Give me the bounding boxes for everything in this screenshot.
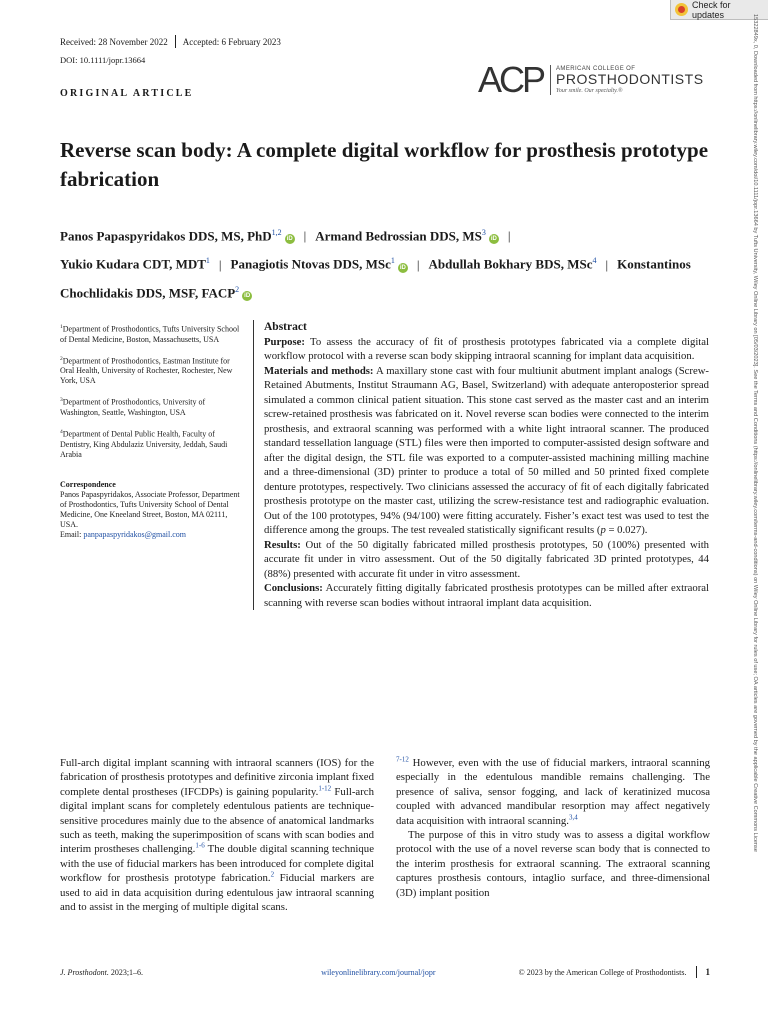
journal-year-pages: 2023;1–6. [108,967,144,977]
acp-logo [478,59,704,100]
accepted-date: Accepted: 6 February 2023 [182,36,281,47]
acp-logo-mark: ACP [478,59,544,100]
abstract [253,320,709,610]
article-type: ORIGINAL ARTICLE [60,88,194,99]
citation-link[interactable]: 1-12 [318,784,332,793]
author-affil-ref[interactable]: 3 [481,228,486,237]
journal-name: J. Prosthodont. [60,967,109,977]
affiliations [60,322,245,540]
author-separator: | [605,256,609,272]
author-affil-ref[interactable]: 1 [390,256,395,266]
logo-tagline: Your smile. Our specialty.® [556,87,623,94]
body-paragraph [396,756,710,828]
citation-link[interactable]: 2 [270,870,275,879]
affiliation-text: Department of Dental Public Health, Faculty of Dentistry, King Abdulaziz University, Jeddah, Saudi Arabia [60,429,228,459]
logo-line-2: PROSTHODONTISTS [556,71,704,88]
purpose-text: To assess the accuracy of fit of prosthesis prototypes fabricated via a complete digital workflow protocol with a reverse scan body skipping intraoral scanning for implant data acquisition. [264,335,709,362]
p-symbol: p [600,524,606,536]
crossmark-icon [675,3,688,16]
footer-divider [696,966,697,978]
author-separator: | [218,256,222,272]
affiliation-number: 4 [60,428,63,435]
author-name[interactable]: Yukio Kudara CDT, MDT [60,256,206,272]
affiliation-item [60,395,245,418]
purpose-label: Purpose: [264,335,305,348]
body-column-right [396,756,710,900]
affiliation-item [60,427,245,460]
correspondence-heading: Correspondence [60,479,116,489]
author-name[interactable]: Panagiotis Ntovas DDS, MSc [230,256,391,272]
affiliation-item [60,322,245,345]
correspondence-email [60,530,245,540]
results-label: Results: [264,538,301,551]
body-text: Full-arch digital implant scanning with intraoral scanners (IOS) for the fabrication of prosthesis prototypes and definitive zirconia implant fixed complete dental prostheses (IFCDPs) is gaining popularity. [60,757,374,798]
author-name[interactable]: Armand Bedrossian DDS, MS [315,228,482,244]
doi[interactable]: DOI: 10.1111/jopr.13664 [60,55,146,65]
affiliation-number: 3 [60,397,63,404]
abstract-results [264,538,709,582]
abstract-purpose [264,335,709,364]
body-paragraph [60,756,374,914]
conclusions-text: Accurately fitting digitally fabricated prosthesis prototypes can be milled after extraoral scanning with reverse scan bodies without intraoral implant data acquisition. [264,582,709,609]
orcid-icon[interactable]: iD [286,236,293,243]
author-list [60,220,720,305]
affiliation-text: Department of Prosthodontics, Eastman Institute for Oral Health, University of Rochester, Rochester, New York, USA [60,356,233,386]
abstract-heading: Abstract [264,321,307,333]
author-affil-ref[interactable]: 2 [235,284,240,294]
abstract-methods [264,364,709,538]
conclusions-label: Conclusions: [264,582,323,594]
author-separator: | [303,228,307,244]
check-for-updates-label: Check for updates [692,0,731,20]
author-affil-ref[interactable]: 1,2 [271,228,282,237]
email-link[interactable]: panpapaspyridakos@gmail.com [83,529,187,539]
citation-link[interactable]: 7-12 [396,755,409,764]
author-affil-ref[interactable]: 4 [592,256,597,266]
body-text: The double digital scanning technique with the use of fiducial markers has been introduced for complete digital workflow for prosthesis prototype fabrication. [60,843,374,885]
methods-text: A maxillary stone cast with four multiunit abutment implant analogs (Screw-Retained Abutments, Institut Straumann AG, Basel, Switzerland) with adequate anteroposterior spread simulated a common clinical patient situation. This stone cast served as the master cast and an interim screw-retained prosthesis was fabricated on it. Novel reverse scan bodies were connected to the interim prosthesis, and extraoral scanning was performed with a white light intraoral scanner. The produced standard tessellation language (STL) files were then imported to computer-assisted design software and after the digital design, the STL file was exported to a computer-assisted machining milling machine and a three-dimensional (3D) printer to produce a total of 50 milled and 50 printed fixed complete denture prototypes, respectively. Two clinicians assessed the accuracy of fit of each digitally fabricated prosthesis prototype on the master cast, utilizing the screw-resistance test and radiographic evaluation. Out of the 100 prototypes, 94% (94/100) were fitting accurately. Fisher’s exact test was used to test the difference among the groups. The test revealed statistically significant results ( [264,364,709,536]
orcid-icon[interactable]: iD [244,292,251,299]
affiliation-text: Department of Prosthodontics, University of Washington, Seattle, Washington, USA [60,397,206,417]
orcid-icon[interactable]: iD [399,264,406,271]
footer-copyright: © 2023 by the American College of Prosthodontists. [518,967,687,977]
email-label: Email: [60,529,84,539]
received-date: Received: 28 November 2022 [60,36,168,47]
footer-url[interactable]: wileyonlinelibrary.com/journal/jopr [321,967,436,977]
date-divider [175,35,176,48]
article-dates [60,35,281,48]
body-text: Full-arch digital implant scans for completely edentulous patients are technique-sensitive procedures mainly due to the absence of anatomical landmarks such as teeth, making the superimposition of scans with scan bodies and interim prostheses challenging. [60,785,374,856]
body-column-left [60,756,374,914]
article-title: Reverse scan body: A complete digital workflow for prosthesis prototype fabrication [60,138,709,191]
author-separator: | [507,228,511,244]
citation-link[interactable]: 1-6 [195,841,205,850]
body-paragraph: The purpose of this in vitro study was to assess a digital workflow protocol with the use of a novel reverse scan body that is connected to the interim prosthesis for extraoral scanning. The extraoral scanning captures prosthesis contours, intaglio surface, and three-dimensional (3D) implant position [396,829,710,899]
logo-divider [550,65,551,95]
author-name[interactable]: Abdullah Bokhary BDS, MSc [428,256,593,272]
author-name[interactable]: Konstantinos Chochlidakis DDS, MSF, FACP [60,256,691,300]
author-name[interactable]: Panos Papaspyridakos DDS, MS, PhD [60,228,272,244]
logo-line-1: AMERICAN COLLEGE OF [556,66,636,73]
author-affil-ref[interactable]: 1 [205,256,210,266]
body-text: Fiducial markers are used to aid in data acquisition during edentulous jaw intraoral scanning and to assist in the merging of multiple digital scans. [60,872,375,914]
abstract-conclusions [264,581,709,610]
footer-right [519,966,710,978]
correspondence-address: Panos Papaspyridakos, Associate Professor, Department of Prosthodontics, Tufts University School of Dental Medicine, One Kneeland Street, Boston, MA 02111, USA. [60,489,240,529]
results-text: Out of the 50 digitally fabricated milled prosthesis prototypes, 50 (100%) presented with accurate fit under in vitro assessment. Out of the 50 digitally fabricated 3D printed prototypes, 44 (88%) presented with accurate fit under in vitro assessment. [264,538,710,580]
affiliation-number: 1 [60,324,63,330]
methods-label: Materials and methods: [264,364,374,377]
methods-text-end: = 0.027). [605,524,648,536]
body-text: However, even with the use of fiducial markers, intraoral scanning especially in the edentulous mandible remains challenging. The presence of saliva, sensor fogging, and lack of keratinized mucosa coupled with advanced mandibular resorption may affect negatively data acquisition with intraoral scanning. [396,757,710,827]
page-footer [60,966,710,978]
affiliation-item [60,354,245,387]
acp-logo-text [556,66,704,93]
page-number: 1 [705,967,710,977]
footer-journal [60,968,143,977]
affiliation-number: 2 [60,355,63,362]
citation-link[interactable]: 3,4 [569,813,578,822]
affiliation-text: Department of Prosthodontics, Tufts University School of Dental Medicine, Boston, Massachusetts, USA [60,324,240,344]
orcid-icon[interactable]: iD [490,236,497,243]
author-separator: | [416,256,420,272]
download-notice-strip: 15322849x, 0, Downloaded from https://onlinelibrary.wiley.com/doi/10.1111/jopr.13664 by Tufts University, Wiley Online Library on [05/03/2023]. See the Terms and Conditions (https://onlinelibrary.wiley.com/terms-and-conditions) on Wiley Online Library for rules of use; OA articles are governed by the applicable Creative Commons License [752,14,758,852]
